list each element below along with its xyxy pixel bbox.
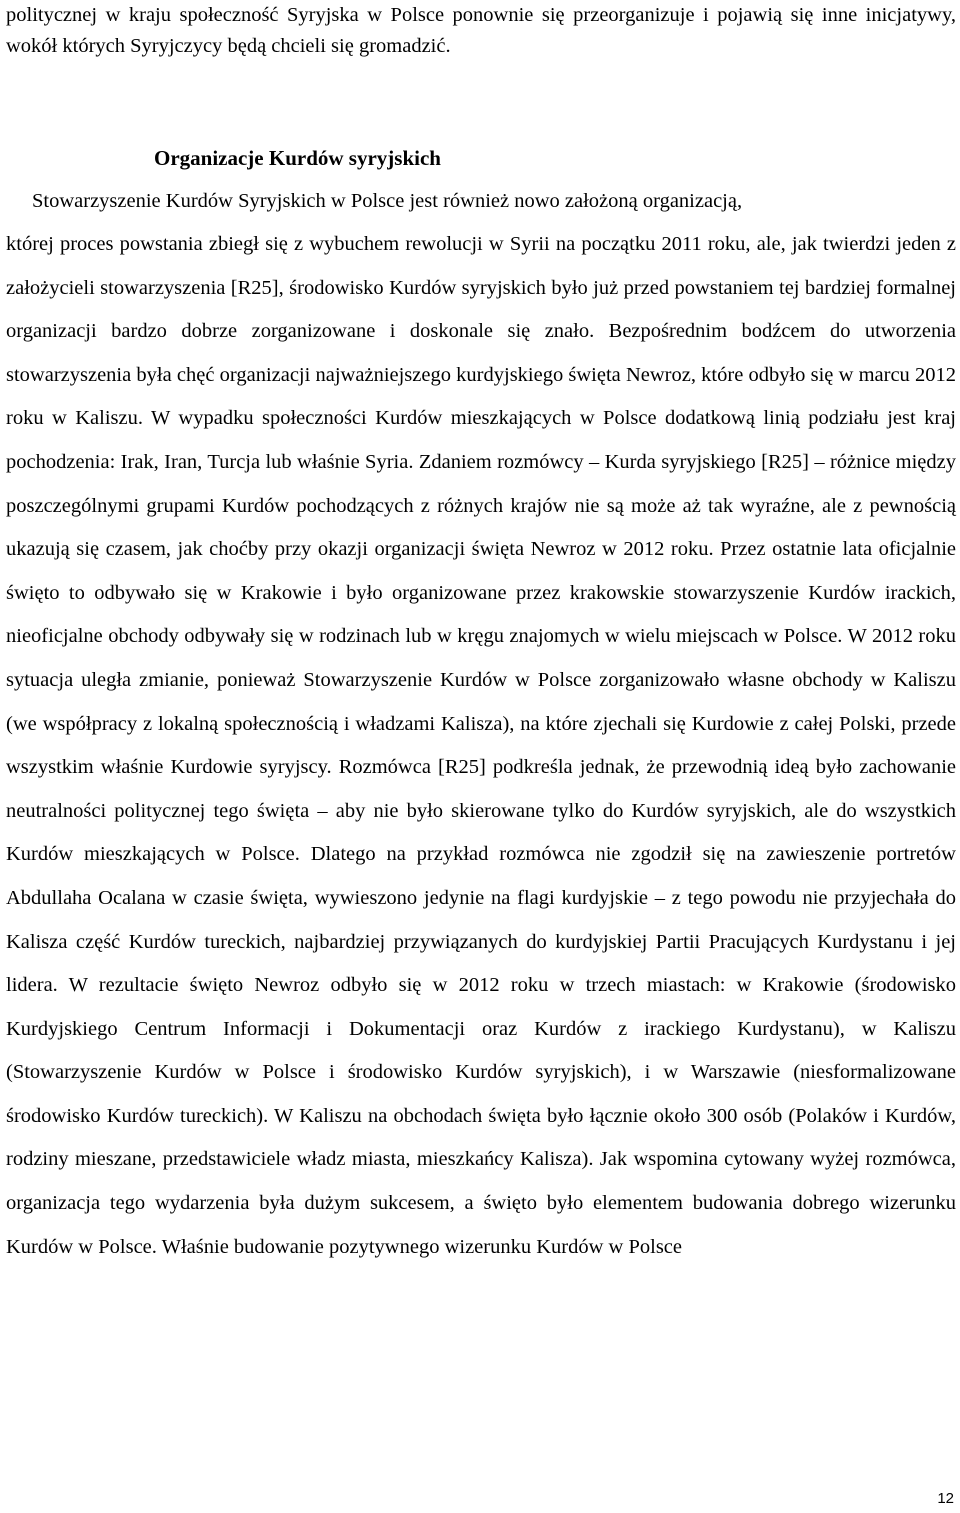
section-body-paragraph: której proces powstania zbiegł się z wybuchem rewolucji w Syrii na początku 2011 roku, ale, jak twierdzi jeden z założycieli stowarzyszenia [R25], środowisko Kurdów syryjskich było już przed powstaniem tej bardziej formalnej organizacji bardzo dobrze zorganizowane i doskonale się znało. Bezpośrednim bodźcem do utworzenia stowarzyszenia była chęć organizacji najważniejszego kurdyjskiego święta Newroz, które odbyło się w marcu 2012 roku w Kaliszu. W wypadku społeczności Kurdów mieszkających w Polsce dodatkową linią podziału jest kraj pochodzenia: Irak, Iran, Turcja lub właśnie Syria. Zdaniem rozmówcy – Kurda syryjskiego [R25] – różnice między poszczególnymi grupami Kurdów pochodzących z różnych krajów nie są może aż tak wyraźne, ale z pewnością ukazują się czasem, jak choćby przy okazji organizacji święta Newroz w 2012 roku. Przez ostatnie lata oficjalnie święto to odbywało się w Krakowie i było organizowane przez krakowskie stowarzyszenie Kurdów irackich, nieoficjalne obchody odbywały się w rodzinach lub w kręgu znajomych w wielu miejscach w Polsce. W 2012 roku sytuacja uległa zmianie, ponieważ Stowarzyszenie Kurdów w Polsce zorganizowało własne obchody w Kaliszu (we współpracy z lokalną społecznością i władzami Kalisza), na które zjechali się Kurdowie z całej Polski, przede wszystkim właśnie Kurdowie syryjscy. Rozmówca [R25] podkreśla jednak, że przewodnią ideą było zachowanie neutralności politycznej tego święta – aby nie było skierowane tylko do Kurdów syryjskich, ale do wszystkich Kurdów mieszkających w Polsce. Dlatego na przykład rozmówca nie zgodził się na zawieszenie portretów Abdullaha Ocalana w czasie święta, wywieszono jedynie na flagi kurdyjskie – z tego powodu nie przyjechała do Kalisza część Kurdów tureckich, najbardziej przywiązanych do kurdyjskiej Partii Pracujących Kurdystanu i jej lidera. W rezultacie święto Newroz odbyło się w 2012 roku w trzech miastach: w Krakowie (środowisko Kurdyjskiego Centrum Informacji i Dokumentacji oraz Kurdów z irackiego Kurdystanu), w Kaliszu (Stowarzyszenie Kurdów w Polsce i środowisko Kurdów syryjskich), i w Warszawie (niesformalizowane środowisko Kurdów tureckich). W Kaliszu na obchodach święta było łącznie około 300 osób (Polaków i Kurdów, rodziny mieszane, przedstawiciele władz miasta, mieszkańcy Kalisza). Jak wspomina cytowany wyżej rozmówca, organizacja tego wydarzenia była dużym sukcesem, a święto było elementem budowania dobrego wizerunku Kurdów w Polsce. Właśnie budowanie pozytywnego wizerunku Kurdów w Polsce — [6, 233, 956, 1258]
section-first-line: Stowarzyszenie Kurdów Syryjskich w Polsce jest również nowo założoną organizacją, — [32, 190, 743, 212]
intro-paragraph: politycznej w kraju społeczność Syryjska w Polsce ponownie się przeorganizuje i pojawią się inne inicjatywy, wokół których Syryjczycy będą chcieli się gromadzić. — [6, 4, 956, 57]
document-page — [6, 0, 956, 1269]
section-heading: Organizacje Kurdów syryjskich — [154, 146, 441, 170]
page-number: 12 — [937, 1490, 954, 1507]
